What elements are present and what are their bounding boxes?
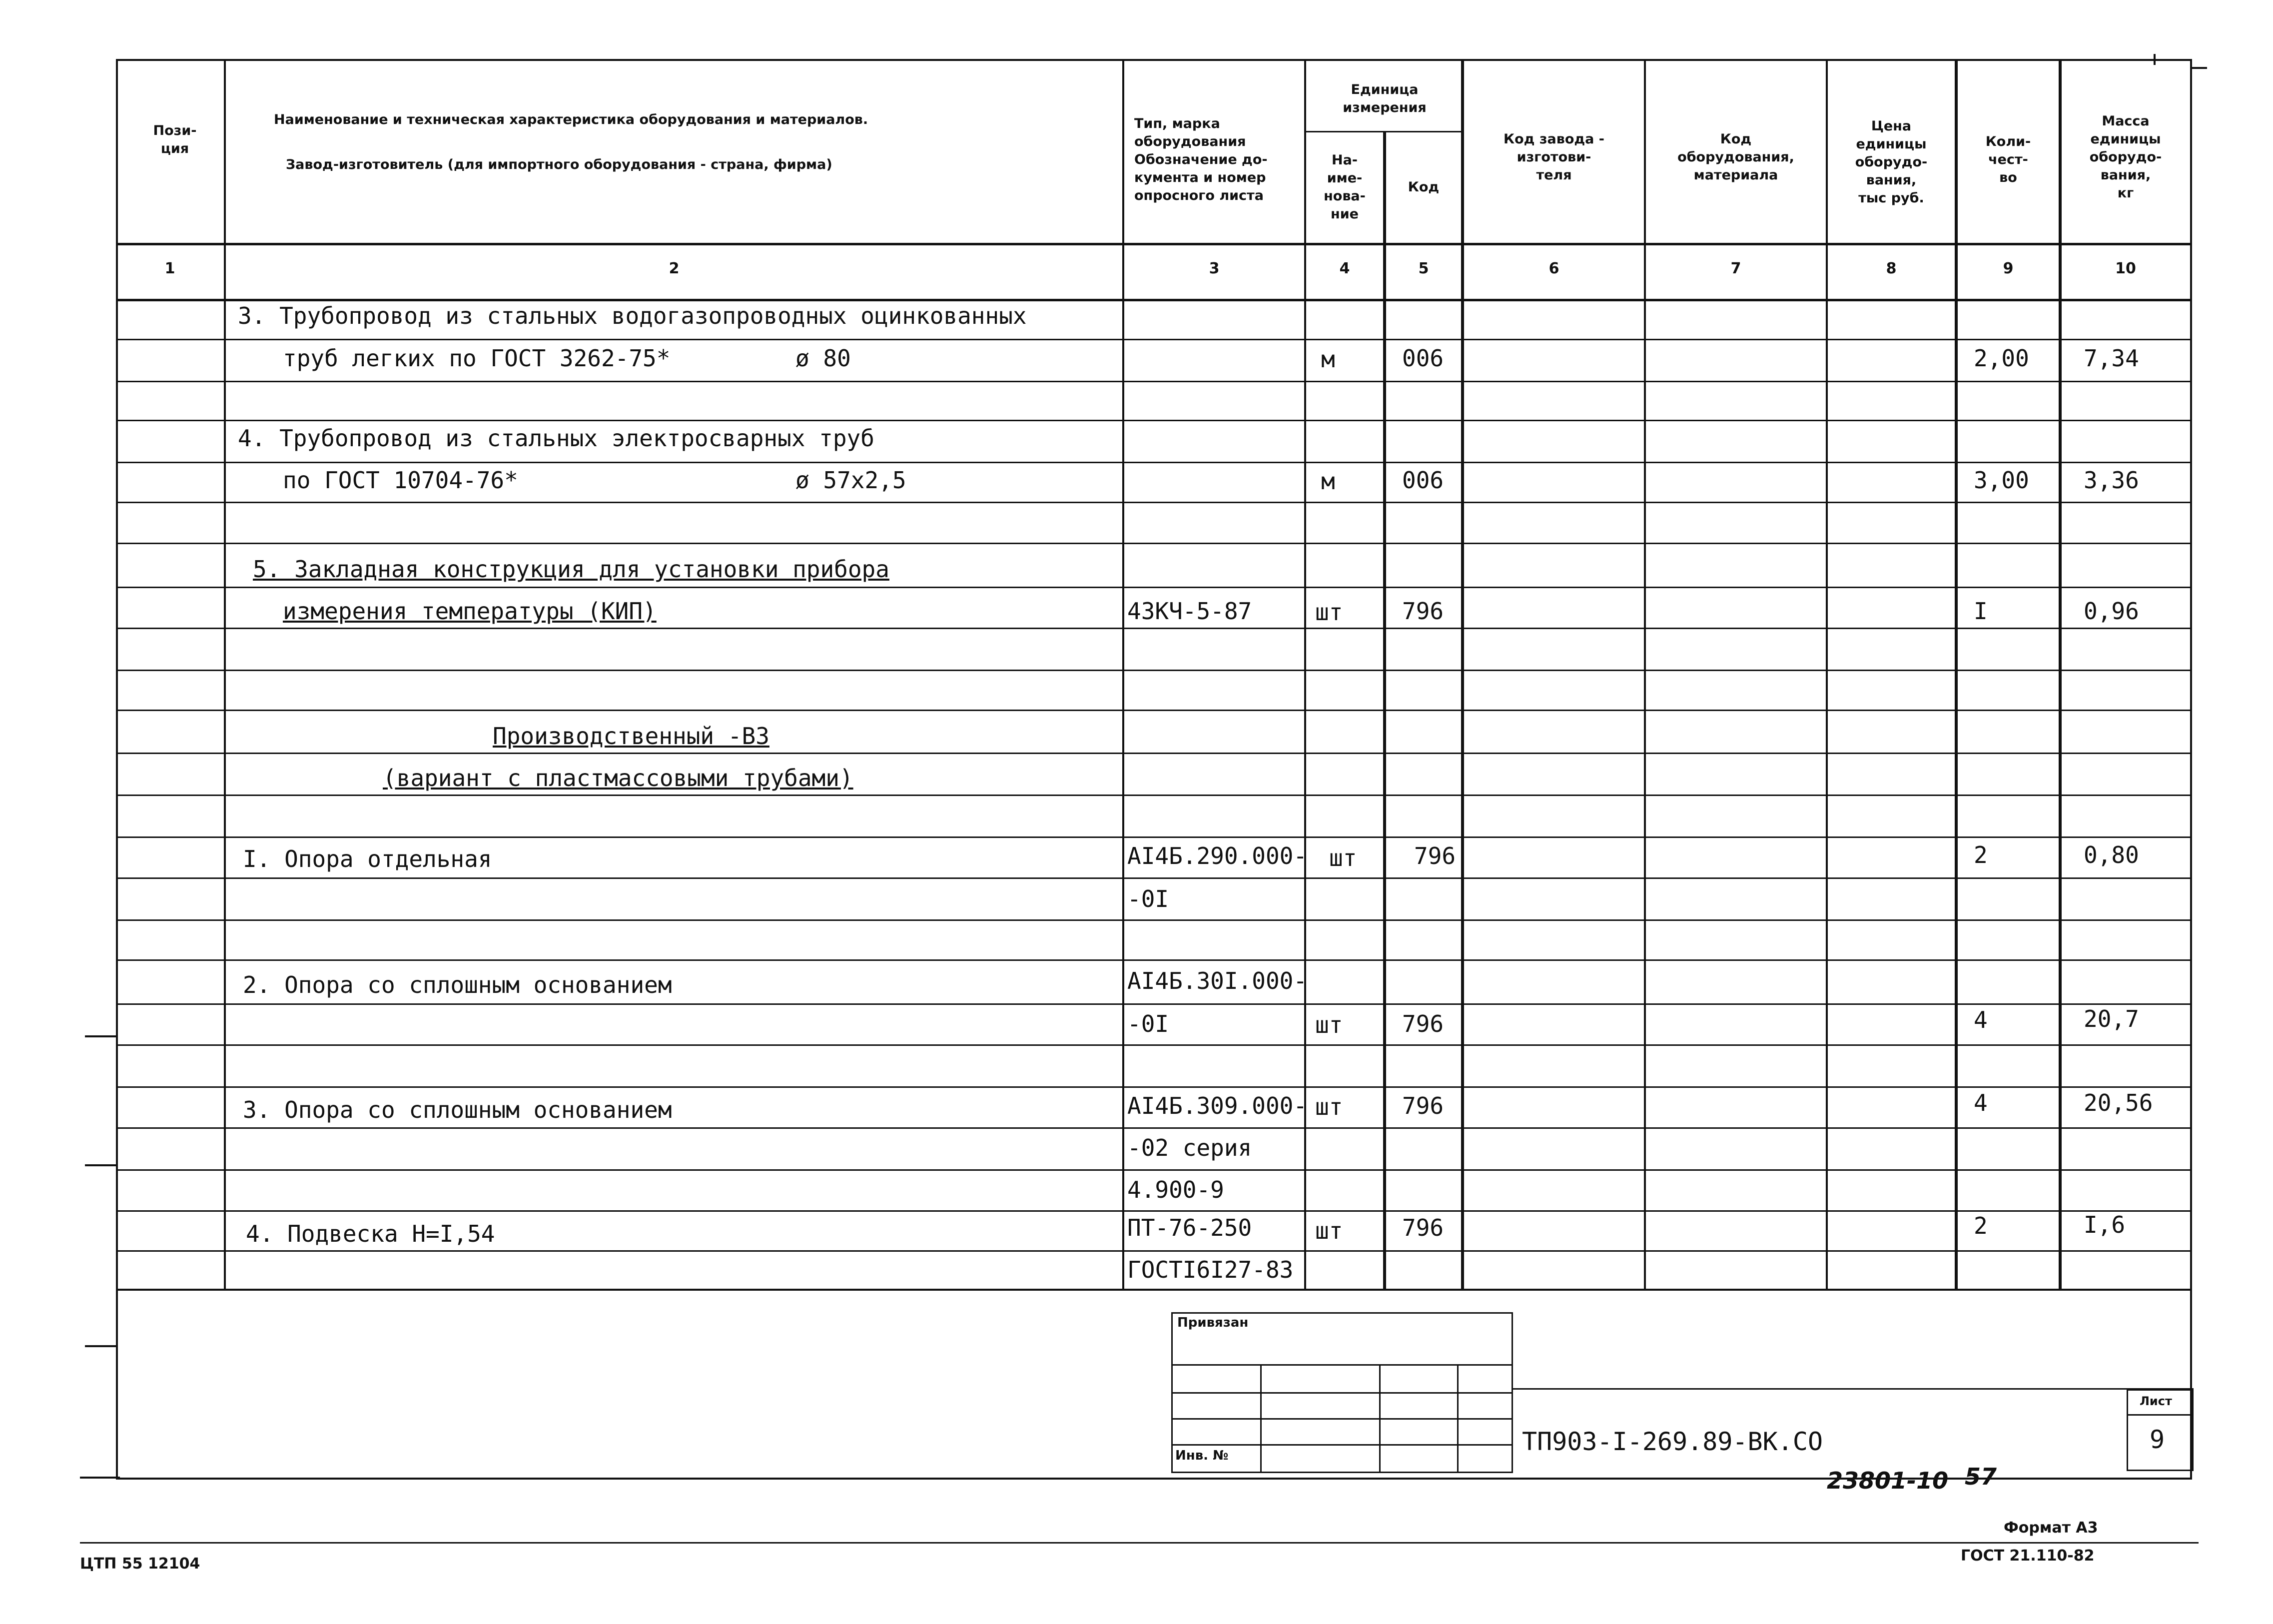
unit-mass: 0,96 — [2084, 598, 2139, 625]
section-subtitle: (вариант с пластмассовыми трубами) — [383, 765, 853, 792]
type-mark: -02 серия — [1127, 1134, 1252, 1161]
margin-tick — [85, 1035, 116, 1037]
unit-mass: 3,36 — [2084, 467, 2139, 494]
item-name: 5. Закладная конструкция для установки прибора — [253, 556, 889, 583]
header-unit-name: На- име- нова- ние — [1324, 152, 1366, 222]
left-code: ЦТП 55 12104 — [80, 1555, 200, 1573]
row-line — [116, 339, 2192, 340]
unit-mass: 7,34 — [2084, 345, 2139, 372]
column-number-3: 3 — [1209, 260, 1220, 277]
row-line — [116, 420, 2192, 421]
stamp-line — [1457, 1364, 1459, 1473]
row-line — [116, 543, 2192, 544]
header-bottom-line — [116, 243, 2192, 245]
header-divider — [1304, 131, 1463, 132]
unit-name: шт — [1315, 599, 1343, 626]
row-line — [116, 959, 2192, 961]
item-name: 3. Опора со сплошным основанием — [243, 1096, 672, 1123]
quantity: 2,00 — [1974, 345, 2029, 372]
margin-tick — [85, 1164, 116, 1166]
column-number-6: 6 — [1548, 260, 1559, 277]
stamp-line — [1171, 1364, 1513, 1366]
page-number: 57 — [1965, 1463, 1997, 1490]
item-diameter: ø 80 — [795, 345, 851, 372]
type-mark: 43КЧ-5-87 — [1127, 598, 1252, 625]
column-number-10: 10 — [2115, 260, 2136, 277]
binding-label: Привязан — [1177, 1315, 1249, 1330]
type-mark: ГОСТI6I27-83 — [1127, 1256, 1294, 1283]
row-line — [116, 919, 2192, 921]
row-line — [116, 381, 2192, 382]
gost-label: ГОСТ 21.110-82 — [1961, 1547, 2095, 1565]
type-mark: АI4Б.290.000- — [1127, 842, 1308, 869]
row-line — [116, 628, 2192, 629]
unit-mass: I,6 — [2084, 1211, 2126, 1238]
row-line — [116, 710, 2192, 711]
stamp-line — [1260, 1364, 1262, 1473]
item-name: 4. Трубопровод из стальных электросварных труб — [238, 425, 874, 452]
item-diameter: ø 57x2,5 — [795, 467, 906, 494]
unit-mass: 20,56 — [2084, 1089, 2153, 1116]
row-line — [116, 1044, 2192, 1046]
unit-mass: 20,7 — [2084, 1005, 2139, 1032]
unit-code: 796 — [1402, 598, 1444, 625]
header-unit-mass: Масса единицы оборудо- вания, кг — [2089, 113, 2162, 201]
unit-code: 006 — [1402, 467, 1444, 494]
sheet-number: 9 — [2150, 1425, 2165, 1454]
header-unit-code: Код — [1408, 179, 1440, 195]
unit-code: 796 — [1402, 1214, 1444, 1241]
quantity: 2 — [1974, 841, 1988, 868]
quantity: 2 — [1974, 1212, 1988, 1239]
stamp-line — [1513, 1388, 2194, 1390]
row-line — [116, 462, 2192, 463]
stamp-line — [1171, 1392, 1513, 1394]
item-name: измерения температуры (КИП) — [283, 598, 657, 625]
unit-code: 796 — [1402, 1010, 1444, 1037]
header-manufacturer-code: Код завода - изготови- теля — [1504, 131, 1604, 183]
column-number-7: 7 — [1730, 260, 1741, 277]
sheet-box-line — [2127, 1414, 2194, 1416]
document-code: ТП903-I-269.89-ВК.СО — [1522, 1427, 1823, 1456]
quantity: I — [1974, 598, 1988, 625]
unit-name: шт — [1315, 1093, 1343, 1120]
stamp-line — [1171, 1418, 1513, 1420]
item-name: по ГОСТ 10704-76* — [283, 467, 518, 494]
header-type: Тип, марка оборудования Обозначение до- кумента и номер опросного листа — [1134, 116, 1268, 203]
item-name: 2. Опора со сплошным основанием — [243, 971, 672, 998]
unit-code: 796 — [1414, 842, 1456, 869]
bottom-rule — [80, 1477, 120, 1479]
unit-name: м — [1321, 468, 1335, 495]
item-name: труб легких по ГОСТ 3262-75* — [283, 345, 671, 372]
quantity: 4 — [1974, 1089, 1988, 1116]
type-mark: АI4Б.30I.000- — [1127, 967, 1308, 994]
type-mark: -0I — [1127, 1010, 1169, 1037]
section-title: Производственный -В3 — [493, 723, 769, 750]
row-line — [116, 587, 2192, 588]
unit-code: 796 — [1402, 1092, 1444, 1119]
row-line — [116, 1003, 2192, 1005]
stamp-line — [1379, 1364, 1381, 1473]
column-number-8: 8 — [1886, 260, 1897, 277]
unit-name: шт — [1329, 844, 1357, 871]
type-mark: -0I — [1127, 885, 1169, 912]
item-name: 4. Подвеска Н=I,54 — [246, 1220, 495, 1247]
row-line — [116, 1210, 2192, 1212]
inventory-number-label: Инв. № — [1175, 1448, 1229, 1463]
column-numbers-line — [116, 299, 2192, 301]
unit-name: м — [1321, 346, 1335, 373]
margin-tick — [85, 1345, 116, 1347]
column-number-4: 4 — [1339, 260, 1350, 277]
column-number-2: 2 — [669, 260, 680, 277]
top-tick — [2154, 54, 2156, 65]
sheet-label: Лист — [2140, 1394, 2172, 1408]
row-line — [116, 795, 2192, 796]
header-equipment-code: Код оборудования, материала — [1677, 131, 1794, 183]
header-name-line1: Наименование и техническая характеристика оборудования и материалов. — [274, 112, 868, 127]
column-number-5: 5 — [1418, 260, 1429, 277]
stamp-line — [1171, 1444, 1513, 1446]
quantity: 3,00 — [1974, 467, 2029, 494]
header-position: Пози- ция — [153, 123, 197, 156]
row-line — [116, 836, 2192, 838]
row-line — [116, 753, 2192, 754]
row-line — [116, 1169, 2192, 1171]
header-quantity: Коли- чест- во — [1985, 134, 2031, 185]
type-mark: ПТ-76-250 — [1127, 1214, 1252, 1241]
header-name-line2: Завод-изготовитель (для импортного оборудования - страна, фирма) — [286, 157, 832, 172]
footer-rule — [80, 1542, 2199, 1544]
row-line — [116, 1086, 2192, 1088]
item-name: 3. Трубопровод из стальных водогазопроводных оцинкованных — [238, 302, 1027, 329]
header-unit-price: Цена единицы оборудо- вания, тыс руб. — [1855, 118, 1928, 206]
unit-mass: 0,80 — [2084, 841, 2139, 868]
row-line — [116, 1127, 2192, 1129]
row-line — [116, 1250, 2192, 1252]
unit-name: шт — [1315, 1217, 1343, 1244]
format-label: Формат А3 — [2004, 1519, 2098, 1537]
unit-code: 006 — [1402, 345, 1444, 372]
type-mark: 4.900-9 — [1127, 1176, 1224, 1203]
type-mark: АI4Б.309.000- — [1127, 1092, 1308, 1119]
column-number-1: 1 — [164, 260, 175, 277]
row-line — [116, 877, 2192, 879]
header-unit-group: Единица измерения — [1343, 82, 1427, 115]
row-line — [116, 502, 2192, 503]
item-name: I. Опора отдельная — [243, 845, 492, 872]
unit-name: шт — [1315, 1011, 1343, 1038]
quantity: 4 — [1974, 1006, 1988, 1033]
handwritten-number: 23801-10 — [1827, 1467, 1949, 1494]
row-line — [116, 670, 2192, 671]
column-number-9: 9 — [2003, 260, 2014, 277]
top-tick — [2192, 67, 2207, 69]
